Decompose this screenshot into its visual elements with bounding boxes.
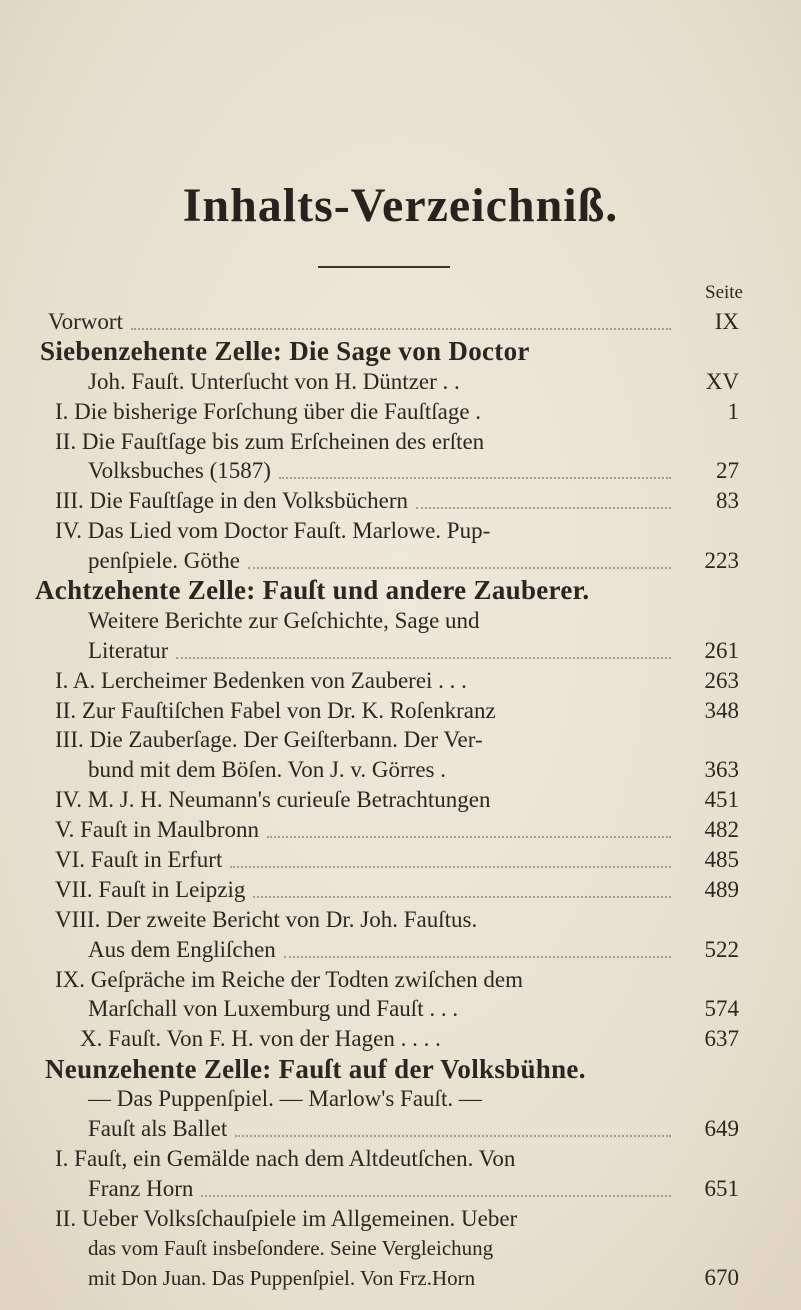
toc-entry-text: VIII. Der zweite Bericht von Dr. Joh. Fauſtus. — [55, 906, 478, 932]
dot-leader — [475, 687, 671, 689]
toc-line — [0, 815, 801, 845]
toc-page-number: 574 — [704, 996, 739, 1022]
dot-leader — [201, 1195, 671, 1197]
toc-entry-text: Franz Horn — [88, 1175, 194, 1201]
toc-entry-text: das vom Fauſt insbeſondere. Seine Vergleichung — [88, 1236, 494, 1261]
toc-line — [0, 1144, 801, 1174]
toc-page-number: 670 — [704, 1265, 739, 1291]
toc-line — [0, 1234, 801, 1264]
toc-entry-text: X. Fauſt. Von F. H. von der Hagen . . . . — [80, 1026, 441, 1052]
dot-leader — [235, 1135, 671, 1137]
toc-entry-text: III. Die Fauſtſage in den Volksbüchern — [55, 488, 409, 514]
toc-line — [0, 785, 801, 815]
toc-entry-text: II. Die Fauſtſage bis zum Erſcheinen des erſten — [55, 428, 485, 454]
toc-entry-text: IV. M. J. H. Neumann's curieuſe Betrachtungen — [55, 787, 491, 813]
toc-line — [0, 1114, 801, 1144]
dot-leader — [176, 657, 671, 659]
toc-page-number: XV — [705, 368, 739, 394]
toc-line — [0, 905, 801, 935]
toc-line — [0, 516, 801, 546]
toc-entry-text: bund mit dem Böſen. Von J. v. Görres . — [88, 757, 446, 783]
toc-line — [0, 456, 801, 486]
toc-line — [0, 1174, 801, 1204]
toc-line — [0, 875, 801, 905]
dot-leader — [230, 866, 671, 868]
toc-line — [0, 1264, 801, 1294]
toc-entry-text: Aus dem Engliſchen — [88, 936, 276, 962]
toc-page-number: 83 — [716, 488, 739, 514]
page-title: Inhalts-Verzeichniß. — [182, 179, 619, 232]
toc-page-number: 489 — [704, 876, 739, 902]
toc-entry-text: V. Fauſt in Maulbronn — [55, 817, 260, 843]
toc-line — [0, 1084, 801, 1114]
toc-page-number: 1 — [727, 398, 739, 424]
toc-section-heading — [0, 1054, 801, 1084]
toc-page-number: 485 — [704, 846, 739, 872]
toc-line — [0, 486, 801, 516]
dot-leader — [454, 776, 671, 778]
toc-line — [0, 994, 801, 1024]
toc-line — [0, 725, 801, 755]
toc-page-number: 363 — [704, 757, 739, 783]
toc-line — [0, 755, 801, 785]
toc-entry-text: Siebenzehente Zelle: Die Sage von Doctor — [40, 336, 530, 367]
toc-entry-text: Vorwort — [48, 308, 123, 334]
toc-line — [0, 935, 801, 965]
dot-leader — [267, 836, 671, 838]
toc-page-number: 451 — [704, 787, 739, 813]
dot-leader — [284, 956, 671, 958]
toc-entry-text: IX. Geſpräche im Reiche der Todten zwiſchen dem — [55, 966, 524, 992]
title-rule — [318, 266, 450, 268]
toc-entry-text: Fauſt als Ballet — [88, 1115, 228, 1141]
toc-page-number: IX — [714, 308, 739, 334]
toc-line — [0, 546, 801, 576]
dot-leader — [466, 1015, 671, 1017]
toc-page-number: 637 — [704, 1026, 739, 1052]
toc-entry-text: III. Die Zauberſage. Der Geiſterbann. Der Ver- — [55, 727, 483, 753]
toc-entry-text: — Das Puppenſpiel. — Marlow's Fauſt. — — [88, 1086, 482, 1112]
dot-leader — [416, 507, 671, 509]
toc-line — [0, 845, 801, 875]
dot-leader — [483, 1284, 671, 1286]
toc-entry-text: Literatur — [88, 637, 169, 663]
toc-entry-text: Joh. Fauſt. Unterſucht von H. Düntzer . . — [88, 368, 460, 394]
toc-line — [0, 397, 801, 427]
toc-entry-text: I. Fauſt, ein Gemälde nach dem Altdeutſchen. Von — [55, 1145, 516, 1171]
toc-page-number: 482 — [704, 817, 739, 843]
dot-leader — [504, 717, 671, 719]
toc-page-number: 651 — [704, 1175, 739, 1201]
toc-entry-text: Achtzehente Zelle: Fauſt und andere Zauberer. — [35, 575, 590, 606]
toc-entry-text: I. A. Lercheimer Bedenken von Zauberei . . . — [55, 667, 467, 693]
dot-leader — [253, 896, 671, 898]
dot-leader — [468, 388, 671, 390]
dot-leader — [489, 418, 671, 420]
toc-page-number: 522 — [704, 936, 739, 962]
toc-line — [0, 367, 801, 397]
toc-page-number: 261 — [704, 637, 739, 663]
toc-entry-text: Neunzehente Zelle: Fauſt auf der Volksbühne. — [45, 1053, 586, 1084]
toc-section-heading — [0, 576, 801, 606]
toc-entry-text: II. Ueber Volksſchauſpiele im Allgemeinen. Ueber — [55, 1205, 518, 1231]
toc-page-number: 27 — [716, 458, 739, 484]
toc-page-number: 649 — [704, 1115, 739, 1141]
dot-leader — [131, 328, 671, 330]
toc-entry-text: Weitere Berichte zur Geſchichte, Sage und — [88, 607, 480, 633]
toc-entry-text: VI. Fauſt in Erfurt — [55, 846, 223, 872]
toc-entry-text: mit Don Juan. Das Puppenſpiel. Von Frz.Horn — [88, 1265, 476, 1290]
toc-line — [0, 1204, 801, 1234]
dot-leader — [499, 806, 671, 808]
toc-line — [0, 307, 801, 337]
toc-line — [0, 1024, 801, 1054]
toc-page-number: 223 — [704, 548, 739, 574]
toc-line — [0, 636, 801, 666]
page-column-header: Seite — [705, 282, 743, 303]
toc-page-number: 348 — [704, 697, 739, 723]
toc-entry-text: Marſchall von Luxemburg und Fauſt . . . — [88, 996, 459, 1022]
dot-leader — [449, 1045, 671, 1047]
toc-entry-text: I. Die bisherige Forſchung über die Fauſtſage . — [55, 398, 482, 424]
toc-line — [0, 696, 801, 726]
toc-entry-text: IV. Das Lied vom Doctor Fauſt. Marlowe. Pup- — [55, 518, 491, 544]
table-of-contents — [0, 307, 801, 1293]
toc-line — [0, 965, 801, 995]
toc-line — [0, 427, 801, 457]
toc-entry-text: II. Zur Fauſtiſchen Fabel von Dr. K. Roſenkranz — [55, 697, 496, 723]
toc-section-heading — [0, 337, 801, 367]
toc-line — [0, 606, 801, 636]
toc-entry-text: Volksbuches (1587) — [88, 458, 271, 484]
dot-leader — [248, 567, 671, 569]
toc-entry-text: penſpiele. Göthe — [88, 548, 241, 574]
toc-line — [0, 666, 801, 696]
dot-leader — [279, 477, 671, 479]
toc-page-number: 263 — [704, 667, 739, 693]
toc-entry-text: VII. Fauſt in Leipzig — [55, 876, 246, 902]
